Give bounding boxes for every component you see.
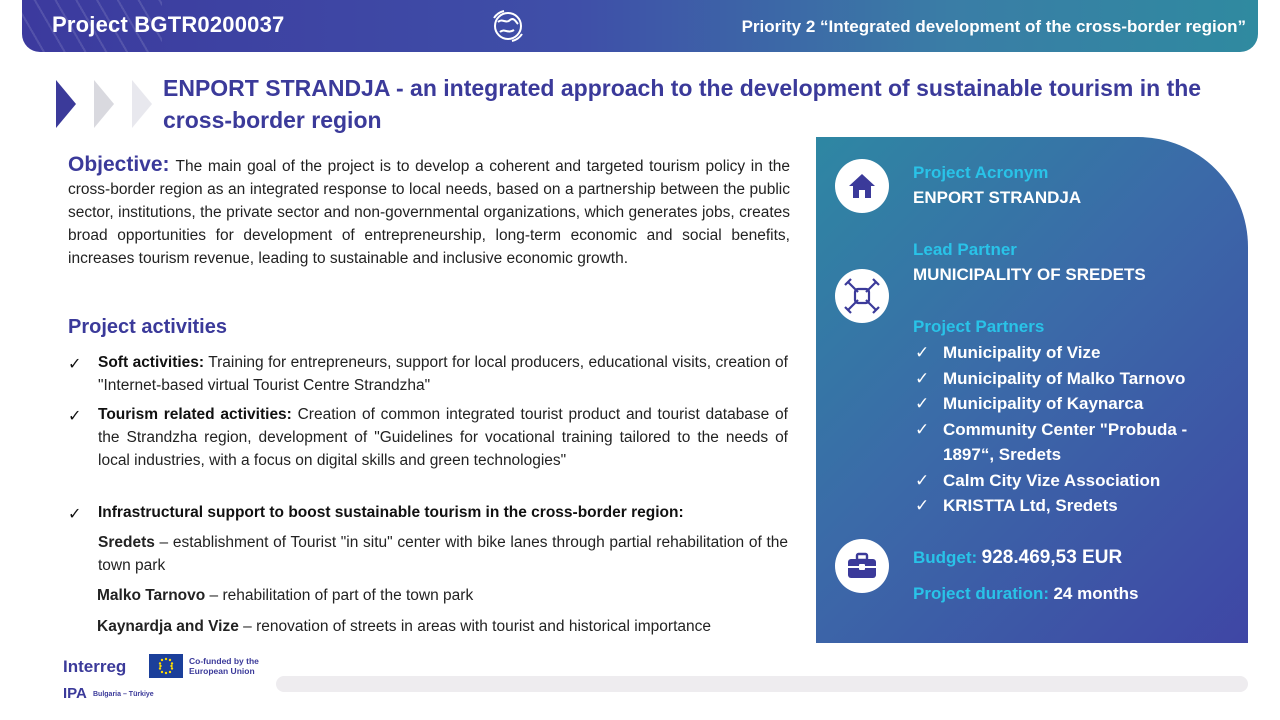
chevron-icon — [132, 80, 152, 128]
duration-value: 24 months — [1053, 584, 1139, 603]
budget-row — [913, 547, 1122, 569]
partners-list — [913, 340, 1223, 519]
footer-bar — [276, 676, 1248, 692]
sub-activity-label: Kaynardja and Vize — [97, 618, 239, 635]
ipa-subtitle: Bulgaria – Türkiye — [93, 691, 154, 698]
eu-flag-icon — [149, 654, 183, 678]
partner-item — [913, 366, 1223, 392]
check-icon: ✓ — [68, 408, 82, 425]
activity-label: Tourism related activities: — [98, 406, 292, 423]
check-icon: ✓ — [915, 394, 930, 413]
sub-activity-label: Malko Tarnovo — [97, 587, 206, 604]
sub-activity-text: – rehabilitation of part of the town park — [205, 587, 474, 604]
header-bar — [22, 0, 1258, 52]
priority-text: Priority 2 “Integrated development of the cross-border region” — [741, 17, 1246, 36]
partner-name: Municipality of Vize — [943, 343, 1101, 362]
activity-text: Training for entrepreneurs, support for local producers, educational visits, creation of "Internet-based virtual Tourist Centre Strandzha" — [98, 354, 788, 394]
sub-activity-item — [98, 531, 788, 577]
objective-label: Objective: — [68, 153, 170, 176]
duration-label: Project duration: — [913, 584, 1050, 603]
ipa-logo: IPA — [63, 685, 87, 702]
check-icon: ✓ — [915, 419, 930, 439]
partners-label: Project Partners — [913, 317, 1045, 336]
sub-activity-text: – establishment of Tourist "in situ" center with bike lanes through partial rehabilitation of the town park — [98, 534, 788, 574]
page-title: ENPORT STRANDJA - an integrated approach to the development of sustainable tourism in the cross-border region — [163, 75, 1202, 133]
activity-label: Soft activities: — [98, 354, 205, 371]
partner-item — [913, 493, 1223, 519]
sub-activity-text: – renovation of streets in areas with tourist and historical importance — [238, 618, 711, 635]
acronym-label: Project Acronym — [913, 163, 1049, 182]
chevron-icon — [94, 80, 114, 128]
objective-paragraph — [68, 153, 790, 270]
activity-item — [98, 501, 788, 524]
check-icon: ✓ — [915, 368, 930, 388]
partner-name: Municipality of Malko Tarnovo — [943, 368, 1186, 388]
chevron-icon — [56, 80, 76, 128]
objective-text: The main goal of the project is to develop a coherent and targeted tourism policy in the cross-border region as an integrated response to local needs, based on a partnership between the public sector, institutions, the private sector and non-governmental organizations, which generates jobs, creates broad opportunities for development of entrepreneurship, long-term economic and social benefits, increases tourism revenue, leading to sustainable and inclusive economic growth. — [68, 158, 790, 267]
handshake-icon-badge — [835, 269, 889, 323]
activities-heading: Project activities — [68, 316, 227, 338]
sub-activity-item — [97, 584, 787, 607]
activity-item — [98, 351, 788, 397]
budget-value: 928.469,53 EUR — [981, 547, 1123, 568]
duration-row — [913, 584, 1139, 604]
partner-name: KRISTTA Ltd, Sredets — [943, 496, 1118, 515]
lead-partner-value: MUNICIPALITY OF SREDETS — [913, 265, 1146, 284]
globe-logo-icon — [490, 8, 526, 44]
sub-activity-item — [97, 615, 787, 638]
project-id: Project BGTR0200037 — [52, 12, 285, 37]
home-icon-badge — [835, 159, 889, 213]
partner-item — [913, 417, 1223, 468]
partner-name: Community Center "Probuda - 1897“, Sredets — [943, 419, 1188, 464]
briefcase-icon-badge — [835, 539, 889, 593]
partner-item — [913, 468, 1223, 494]
partner-name: Municipality of Kaynarca — [943, 394, 1144, 413]
check-icon: ✓ — [68, 356, 82, 373]
partner-item — [913, 391, 1223, 417]
partner-name: Calm City Vize Association — [943, 470, 1161, 490]
lead-partner-label: Lead Partner — [913, 240, 1017, 259]
check-icon: ✓ — [915, 470, 930, 490]
budget-label: Budget: — [913, 548, 978, 567]
sub-activity-label: Sredets — [98, 534, 155, 551]
eu-cofunded-text: Co-funded by the European Union — [189, 656, 259, 676]
activity-label: Infrastructural support to boost sustainable tourism in the cross-border region: — [98, 504, 684, 521]
acronym-value: ENPORT STRANDJA — [913, 188, 1082, 207]
partner-item — [913, 340, 1223, 366]
check-icon: ✓ — [68, 506, 82, 523]
activity-text: Creation of common integrated tourist product and tourist database of the Strandzha region, development of "Guidelines for vocational training tailored to the needs of local industries, with a focus on digital skills and green technologies" — [98, 406, 788, 469]
activity-item — [98, 403, 788, 472]
briefcase-icon — [846, 552, 878, 580]
check-icon: ✓ — [915, 343, 930, 362]
interreg-logo: Interreg — [63, 657, 127, 676]
home-icon — [847, 172, 877, 200]
check-icon: ✓ — [915, 496, 930, 515]
handshake-icon — [842, 276, 882, 316]
